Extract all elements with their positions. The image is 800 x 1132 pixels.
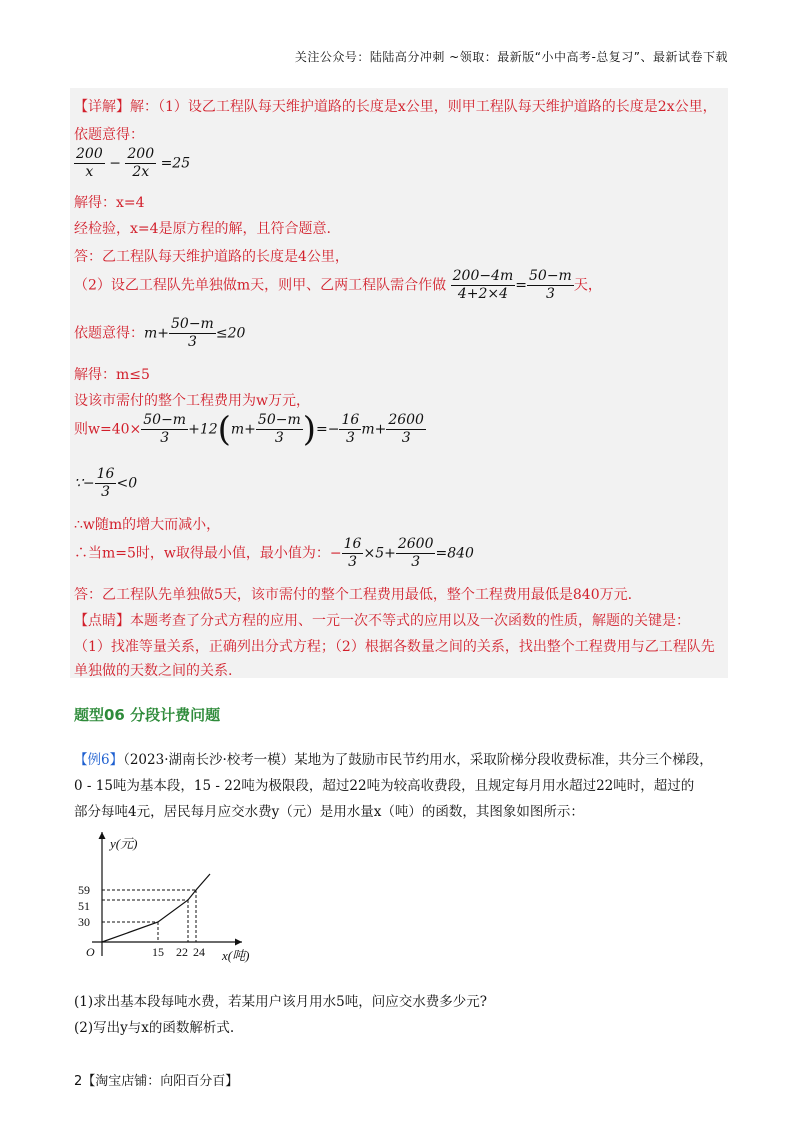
solution-line-6: 答：乙工程队每天维护道路的长度是4公里， <box>74 249 349 265</box>
solution-line-13: ∴w随m的增大而减小， <box>74 517 221 533</box>
footer: 2【淘宝店铺：向阳百分百】 <box>74 1074 239 1089</box>
x-axis-label: x(吨) <box>222 948 250 963</box>
problem-line-2: 0 - 15吨为基本段，15 - 22吨为极限段，超过22吨为较高收费段，且规定每月用水超过22吨时，超过的 <box>74 778 695 794</box>
fraction: $\frac{200}{x}$ <box>76 146 103 180</box>
solution-line-1 <box>74 96 717 116</box>
solution-line-2: 依题意得： <box>74 127 144 143</box>
solution-line-5: 经检验，x=4是原方程的解，且符合题意. <box>74 221 331 237</box>
question-1: (1)求出基本段每吨水费，若某用户该月用水5吨，问应交水费多少元? <box>74 994 487 1010</box>
fraction: $\frac{2600}{3}$ <box>388 412 424 446</box>
x-tick-22: 22 <box>176 945 188 959</box>
solution-line-8: 依题意得：m+ $\frac{50-m}{3}$ ≤20 <box>74 316 246 350</box>
question-2: (2)写出y与x的函数解析式. <box>74 1020 235 1036</box>
solution-line-14: ∴当m=5时，w取得最小值，最小值为：− $\frac{16}{3}$ ×5+ $\frac{2600}{3}$ =840 <box>74 536 474 570</box>
fraction: $\frac{50-m}{3}$ <box>529 268 572 302</box>
solution-line-7: （2）设乙工程队先单独做m天，则甲、乙两工程队需合作做 $\frac{200-4m}{4+2\times 4}$ = $\frac{50-m}{3}$ 天， <box>74 268 602 302</box>
solution-line-15: 答：乙工程队先单独做5天，该市需付的整个工程费用最低，整个工程费用最低是840万元. <box>74 587 633 603</box>
y-tick-30: 30 <box>78 915 90 929</box>
solution-line-11: 则w=40× $\frac{50-m}{3}$ +12(m+ $\frac{50-m}{3}$ )=− $\frac{16}{3}$ m+ $\frac{2600}{3}$ <box>74 409 424 450</box>
water-fee-graph <box>72 826 272 976</box>
solution-line-17: （1）找准等量关系，正确列出分式方程；（2）根据各数量之间的关系，找出整个工程费用与乙工程队先 <box>74 639 715 655</box>
solution-line-12: ∵− $\frac{16}{3}$ <0 <box>74 466 138 500</box>
y-tick-51: 51 <box>78 899 90 913</box>
section-heading: 题型06 分段计费问题 <box>74 706 221 724</box>
function-line <box>102 874 210 942</box>
solution-line-9: 解得：m≤5 <box>74 367 150 383</box>
x-tick-15: 15 <box>152 945 164 959</box>
solution-line-10: 设该市需付的整个工程费用为w万元， <box>74 393 310 409</box>
y-axis-label: y(元) <box>110 836 138 851</box>
fraction: $\frac{200-4m}{4+2\times 4}$ <box>452 268 514 302</box>
solution-line-16 <box>74 610 690 630</box>
solution-line-4: 解得：x=4 <box>74 195 145 211</box>
fraction: $\frac{16}{3}$ <box>96 466 115 500</box>
fraction: $\frac{50-m}{3}$ <box>143 412 187 446</box>
comment-text: 本题考查了分式方程的应用、一元一次不等式的应用以及一次函数的性质，解题的关键是： <box>130 613 690 629</box>
equation-1: $\frac{200}{x}$ − $\frac{200}{2x}$ =25 <box>76 146 191 180</box>
origin-label: O <box>86 945 95 959</box>
fraction: $\frac{2600}{3}$ <box>397 536 434 570</box>
header-note: 关注公众号：陆陆高分冲刺 ~领取：最新版“小中高考-总复习”、最新试卷下载 <box>294 50 728 64</box>
fraction: $\frac{50-m}{3}$ <box>257 412 301 446</box>
problem-line-1 <box>74 748 713 768</box>
fraction: $\frac{16}{3}$ <box>343 536 362 570</box>
example-tag: 【例6】 <box>74 752 124 768</box>
solution-line-18: 单独做的天数之间的关系. <box>74 663 233 679</box>
fraction: $\frac{50-m}{3}$ <box>171 316 214 350</box>
fraction: $\frac{16}{3}$ <box>341 412 360 446</box>
comment-tag: 【点睛】 <box>74 613 130 629</box>
problem-text: （2023·湖南长沙·校考一模）某地为了鼓励市民节约用水，采取阶梯分段收费标准，共分三个梯段， <box>123 752 713 768</box>
detail-text: 解：（1）设乙工程队每天维护道路的长度是x公里，则甲工程队每天维护道路的长度是2x公里， <box>130 99 717 115</box>
x-tick-24: 24 <box>193 945 205 959</box>
y-tick-59: 59 <box>78 883 90 897</box>
detail-tag: 【详解】 <box>74 99 130 115</box>
fraction: $\frac{200}{2x}$ <box>127 146 155 180</box>
problem-line-3: 部分每吨4元，居民每月应交水费y（元）是用水量x（吨）的函数，其图象如图所示： <box>74 804 584 820</box>
